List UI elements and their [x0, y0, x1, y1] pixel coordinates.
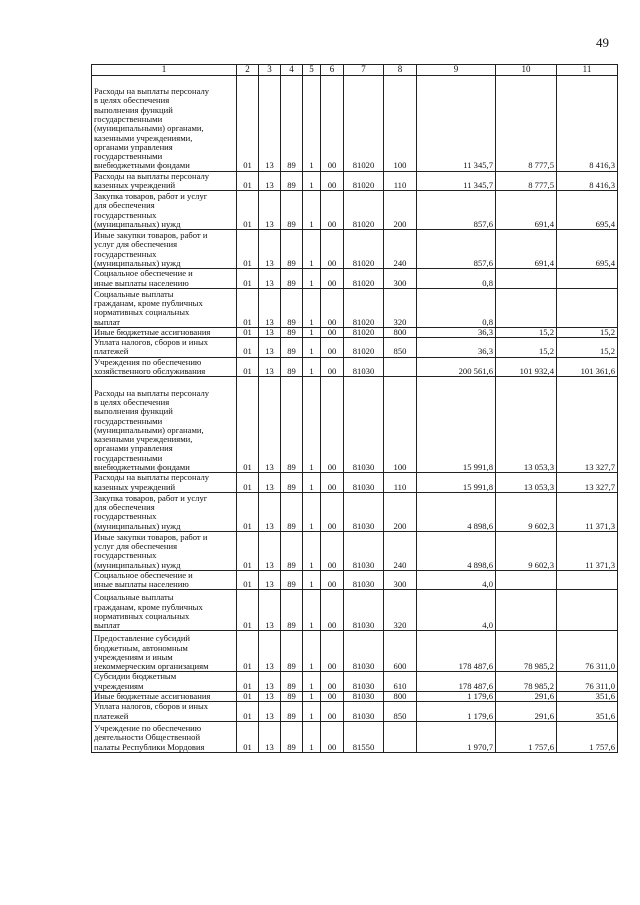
table-cell: 89 — [281, 702, 303, 722]
table-row — [92, 75, 618, 171]
table-cell: 15 991,8 — [417, 377, 496, 473]
column-header: 6 — [321, 65, 344, 76]
table-cell: 00 — [321, 75, 344, 171]
table-cell — [496, 590, 557, 631]
table-cell: 11 371,3 — [557, 531, 618, 570]
table-cell: 1 757,6 — [496, 721, 557, 752]
table-cell: 89 — [281, 492, 303, 531]
table-cell: 13 — [259, 230, 281, 269]
table-cell: 691,4 — [496, 191, 557, 230]
expense-name-cell: Иные бюджетные ассигнования — [92, 691, 237, 701]
table-cell — [384, 721, 417, 752]
table-cell: 01 — [237, 691, 259, 701]
table-cell: 320 — [384, 288, 417, 327]
budget-table — [91, 64, 618, 753]
column-header: 7 — [344, 65, 384, 76]
table-cell: 300 — [384, 269, 417, 289]
table-cell: 1 — [303, 473, 321, 493]
table-cell: 13 — [259, 702, 281, 722]
table-cell: 81020 — [344, 230, 384, 269]
table-cell: 89 — [281, 570, 303, 590]
table-cell: 110 — [384, 171, 417, 191]
table-cell: 857,6 — [417, 191, 496, 230]
table-cell: 78 985,2 — [496, 631, 557, 672]
table-cell: 100 — [384, 75, 417, 171]
table-row — [92, 230, 618, 269]
table-cell: 13 — [259, 269, 281, 289]
table-body — [92, 75, 618, 752]
table-cell: 01 — [237, 230, 259, 269]
table-cell: 13 — [259, 75, 281, 171]
table-cell: 8 416,3 — [557, 75, 618, 171]
table-cell: 81020 — [344, 269, 384, 289]
expense-name-cell: Социальное обеспечение и иные выплаты населению — [92, 269, 237, 289]
table-cell: 9 602,3 — [496, 531, 557, 570]
table-cell: 857,6 — [417, 230, 496, 269]
table-cell: 0,8 — [417, 269, 496, 289]
table-cell: 8 777,5 — [496, 171, 557, 191]
table-cell: 13 — [259, 570, 281, 590]
table-cell: 81030 — [344, 590, 384, 631]
table-cell: 15,2 — [557, 338, 618, 358]
expense-name-cell: Субсидии бюджетным учреждениям — [92, 672, 237, 692]
table-cell: 1 — [303, 171, 321, 191]
table-cell: 1 — [303, 590, 321, 631]
table-cell: 81030 — [344, 357, 384, 377]
table-cell: 1 970,7 — [417, 721, 496, 752]
table-cell: 13 — [259, 377, 281, 473]
table-cell: 1 179,6 — [417, 702, 496, 722]
table-cell: 0,8 — [417, 288, 496, 327]
table-cell: 15,2 — [496, 338, 557, 358]
table-cell: 00 — [321, 288, 344, 327]
table-cell: 01 — [237, 377, 259, 473]
expense-name-cell: Иные закупки товаров, работ и услуг для обеспечения государственных (муниципальных) нужд — [92, 230, 237, 269]
table-cell: 1 — [303, 531, 321, 570]
table-cell: 89 — [281, 631, 303, 672]
table-cell: 1 — [303, 357, 321, 377]
table-cell: 81030 — [344, 702, 384, 722]
table-cell: 11 371,3 — [557, 492, 618, 531]
table-cell: 15 991,8 — [417, 473, 496, 493]
table-row — [92, 631, 618, 672]
table-row — [92, 473, 618, 493]
table-cell: 1 — [303, 721, 321, 752]
table-cell: 36,3 — [417, 327, 496, 337]
table-cell: 00 — [321, 691, 344, 701]
table-cell: 13 — [259, 327, 281, 337]
table-cell: 89 — [281, 288, 303, 327]
table-cell: 800 — [384, 327, 417, 337]
page-number: 49 — [596, 35, 609, 50]
table-cell: 691,4 — [496, 230, 557, 269]
table-cell: 13 327,7 — [557, 377, 618, 473]
table-cell: 00 — [321, 230, 344, 269]
table-cell: 13 — [259, 357, 281, 377]
table-cell: 01 — [237, 702, 259, 722]
table-cell: 178 487,6 — [417, 672, 496, 692]
table-cell: 89 — [281, 357, 303, 377]
expense-name-cell: Расходы на выплаты персоналу казенных учреждений — [92, 171, 237, 191]
table-cell: 81020 — [344, 75, 384, 171]
table-cell: 01 — [237, 288, 259, 327]
table-row — [92, 377, 618, 473]
table-cell: 13 — [259, 691, 281, 701]
table-cell: 89 — [281, 338, 303, 358]
table-cell: 610 — [384, 672, 417, 692]
column-header: 1 — [92, 65, 237, 76]
table-cell: 13 — [259, 338, 281, 358]
table-cell: 291,6 — [496, 702, 557, 722]
table-cell: 320 — [384, 590, 417, 631]
table-cell: 89 — [281, 590, 303, 631]
table-cell: 01 — [237, 590, 259, 631]
table-cell: 800 — [384, 691, 417, 701]
table-cell: 240 — [384, 230, 417, 269]
table-cell: 89 — [281, 230, 303, 269]
table-cell: 01 — [237, 631, 259, 672]
column-header: 10 — [496, 65, 557, 76]
table-cell: 13 — [259, 590, 281, 631]
table-row — [92, 288, 618, 327]
table-row — [92, 492, 618, 531]
table-cell: 00 — [321, 269, 344, 289]
expense-name-cell: Предоставление субсидий бюджетным, автономным учреждениям и иным некоммерческим организациям — [92, 631, 237, 672]
table-cell: 01 — [237, 327, 259, 337]
table-row — [92, 327, 618, 337]
table-cell: 4 898,6 — [417, 492, 496, 531]
expense-name-cell: Социальные выплаты гражданам, кроме публичных нормативных социальных выплат — [92, 590, 237, 631]
table-cell — [557, 288, 618, 327]
table-cell: 351,6 — [557, 691, 618, 701]
table-cell: 200 561,6 — [417, 357, 496, 377]
column-header: 8 — [384, 65, 417, 76]
table-row — [92, 691, 618, 701]
table-cell: 101 361,6 — [557, 357, 618, 377]
table-row — [92, 171, 618, 191]
expense-name-cell: Социальные выплаты гражданам, кроме публичных нормативных социальных выплат — [92, 288, 237, 327]
table-cell: 00 — [321, 631, 344, 672]
table-cell: 00 — [321, 191, 344, 230]
table-cell: 1 — [303, 288, 321, 327]
table-cell: 89 — [281, 75, 303, 171]
table-cell: 1 — [303, 269, 321, 289]
table-cell: 89 — [281, 191, 303, 230]
table-cell: 81030 — [344, 473, 384, 493]
table-cell: 00 — [321, 377, 344, 473]
table-cell: 9 602,3 — [496, 492, 557, 531]
table-cell: 00 — [321, 531, 344, 570]
table-cell: 89 — [281, 721, 303, 752]
table-cell: 4,0 — [417, 590, 496, 631]
table-cell: 15,2 — [557, 327, 618, 337]
table-row — [92, 672, 618, 692]
table-row — [92, 721, 618, 752]
table-cell: 11 345,7 — [417, 171, 496, 191]
table-cell: 1 — [303, 691, 321, 701]
column-header: 3 — [259, 65, 281, 76]
table-cell: 81550 — [344, 721, 384, 752]
table-cell: 00 — [321, 473, 344, 493]
table-cell: 11 345,7 — [417, 75, 496, 171]
table-cell: 01 — [237, 473, 259, 493]
expense-name-cell: Закупка товаров, работ и услуг для обеспечения государственных (муниципальных) нужд — [92, 492, 237, 531]
table-cell: 1 — [303, 702, 321, 722]
table-row — [92, 269, 618, 289]
table-row — [92, 590, 618, 631]
table-cell: 89 — [281, 473, 303, 493]
table-cell: 1 757,6 — [557, 721, 618, 752]
table-cell: 13 053,3 — [496, 473, 557, 493]
table-cell: 00 — [321, 327, 344, 337]
table-cell: 291,6 — [496, 691, 557, 701]
table-row — [92, 338, 618, 358]
table-row — [92, 570, 618, 590]
table-cell: 13 053,3 — [496, 377, 557, 473]
table-cell: 00 — [321, 721, 344, 752]
expense-name-cell: Расходы на выплаты персоналу в целях обеспечения выполнения функций государственными (муниципальными) органами, казенными учреждениями, органами управления государственными внебюджетными фондами — [92, 377, 237, 473]
table-cell: 1 — [303, 230, 321, 269]
expense-name-cell: Закупка товаров, работ и услуг для обеспечения государственных (муниципальных) нужд — [92, 191, 237, 230]
table-cell — [384, 357, 417, 377]
table-cell: 13 — [259, 473, 281, 493]
table-cell: 13 — [259, 721, 281, 752]
table-cell — [496, 570, 557, 590]
table-cell: 00 — [321, 570, 344, 590]
table-cell: 81030 — [344, 570, 384, 590]
table-cell: 240 — [384, 531, 417, 570]
table-cell: 1 — [303, 75, 321, 171]
table-cell: 1 — [303, 327, 321, 337]
expense-name-cell: Уплата налогов, сборов и иных платежей — [92, 702, 237, 722]
column-header: 5 — [303, 65, 321, 76]
table-cell: 4,0 — [417, 570, 496, 590]
table-cell: 01 — [237, 75, 259, 171]
table-cell: 13 — [259, 492, 281, 531]
table-cell: 13 — [259, 672, 281, 692]
table-cell: 01 — [237, 531, 259, 570]
table-cell — [557, 269, 618, 289]
table-cell: 81020 — [344, 327, 384, 337]
table-cell: 81030 — [344, 531, 384, 570]
table-cell: 81030 — [344, 691, 384, 701]
table-cell: 13 — [259, 171, 281, 191]
table-cell: 100 — [384, 377, 417, 473]
table-cell: 81020 — [344, 338, 384, 358]
table-cell: 00 — [321, 171, 344, 191]
table-cell: 81030 — [344, 377, 384, 473]
table-cell: 101 932,4 — [496, 357, 557, 377]
table-cell: 695,4 — [557, 191, 618, 230]
table-cell: 00 — [321, 672, 344, 692]
table-cell: 89 — [281, 377, 303, 473]
table-cell: 13 — [259, 631, 281, 672]
table-cell: 81030 — [344, 631, 384, 672]
table-cell: 81030 — [344, 492, 384, 531]
table-cell: 81020 — [344, 171, 384, 191]
table-cell: 00 — [321, 492, 344, 531]
table-cell: 01 — [237, 357, 259, 377]
table-cell: 89 — [281, 691, 303, 701]
table-cell: 01 — [237, 672, 259, 692]
table-row — [92, 531, 618, 570]
table-cell: 178 487,6 — [417, 631, 496, 672]
expense-name-cell: Иные бюджетные ассигнования — [92, 327, 237, 337]
table-cell: 89 — [281, 171, 303, 191]
table-cell: 89 — [281, 672, 303, 692]
expense-name-cell: Иные закупки товаров, работ и услуг для обеспечения государственных (муниципальных) нужд — [92, 531, 237, 570]
table-cell: 4 898,6 — [417, 531, 496, 570]
table-cell — [496, 288, 557, 327]
column-header: 11 — [557, 65, 618, 76]
table-cell: 81020 — [344, 288, 384, 327]
table-cell: 78 985,2 — [496, 672, 557, 692]
table-cell — [496, 269, 557, 289]
table-cell: 81020 — [344, 191, 384, 230]
table-cell: 1 — [303, 338, 321, 358]
table-cell: 01 — [237, 338, 259, 358]
table-cell: 36,3 — [417, 338, 496, 358]
table-cell: 81030 — [344, 672, 384, 692]
table-cell: 8 416,3 — [557, 171, 618, 191]
expense-name-cell: Уплата налогов, сборов и иных платежей — [92, 338, 237, 358]
table-cell: 00 — [321, 702, 344, 722]
expense-name-cell: Социальное обеспечение и иные выплаты населению — [92, 570, 237, 590]
table-cell: 1 179,6 — [417, 691, 496, 701]
table-cell: 76 311,0 — [557, 631, 618, 672]
table-cell: 89 — [281, 327, 303, 337]
expense-name-cell: Учреждение по обеспечению деятельности Общественной палаты Республики Мордовия — [92, 721, 237, 752]
table-cell: 00 — [321, 590, 344, 631]
table-cell: 300 — [384, 570, 417, 590]
table-cell: 13 327,7 — [557, 473, 618, 493]
table-cell: 695,4 — [557, 230, 618, 269]
table-cell: 13 — [259, 531, 281, 570]
expense-name-cell: Учреждения по обеспечению хозяйственного обслуживания — [92, 357, 237, 377]
table-cell: 1 — [303, 631, 321, 672]
column-header: 9 — [417, 65, 496, 76]
column-header: 4 — [281, 65, 303, 76]
table-cell: 1 — [303, 377, 321, 473]
table-cell: 89 — [281, 531, 303, 570]
table-cell: 01 — [237, 269, 259, 289]
expense-name-cell: Расходы на выплаты персоналу казенных учреждений — [92, 473, 237, 493]
table-cell: 850 — [384, 338, 417, 358]
table-cell: 1 — [303, 570, 321, 590]
table-cell: 01 — [237, 570, 259, 590]
table-cell: 00 — [321, 338, 344, 358]
table-cell: 200 — [384, 191, 417, 230]
table-cell — [557, 570, 618, 590]
table-cell: 110 — [384, 473, 417, 493]
table-cell: 850 — [384, 702, 417, 722]
table-header-row — [92, 65, 618, 76]
table-cell: 13 — [259, 191, 281, 230]
table-cell: 15,2 — [496, 327, 557, 337]
table-cell: 1 — [303, 191, 321, 230]
table-cell: 89 — [281, 269, 303, 289]
table-cell — [557, 590, 618, 631]
table-cell: 01 — [237, 492, 259, 531]
table-cell: 76 311,0 — [557, 672, 618, 692]
table-cell: 01 — [237, 721, 259, 752]
column-header: 2 — [237, 65, 259, 76]
table-cell: 351,6 — [557, 702, 618, 722]
table-row — [92, 357, 618, 377]
table-cell: 1 — [303, 492, 321, 531]
table-cell: 600 — [384, 631, 417, 672]
table-cell: 01 — [237, 171, 259, 191]
table-cell: 200 — [384, 492, 417, 531]
table-row — [92, 191, 618, 230]
table-cell: 00 — [321, 357, 344, 377]
table-cell: 13 — [259, 288, 281, 327]
table-cell: 01 — [237, 191, 259, 230]
expense-name-cell: Расходы на выплаты персоналу в целях обеспечения выполнения функций государственными (муниципальными) органами, казенными учреждениями, органами управления государственными внебюджетными фондами — [92, 75, 237, 171]
table-cell: 8 777,5 — [496, 75, 557, 171]
table-row — [92, 702, 618, 722]
table-cell: 1 — [303, 672, 321, 692]
